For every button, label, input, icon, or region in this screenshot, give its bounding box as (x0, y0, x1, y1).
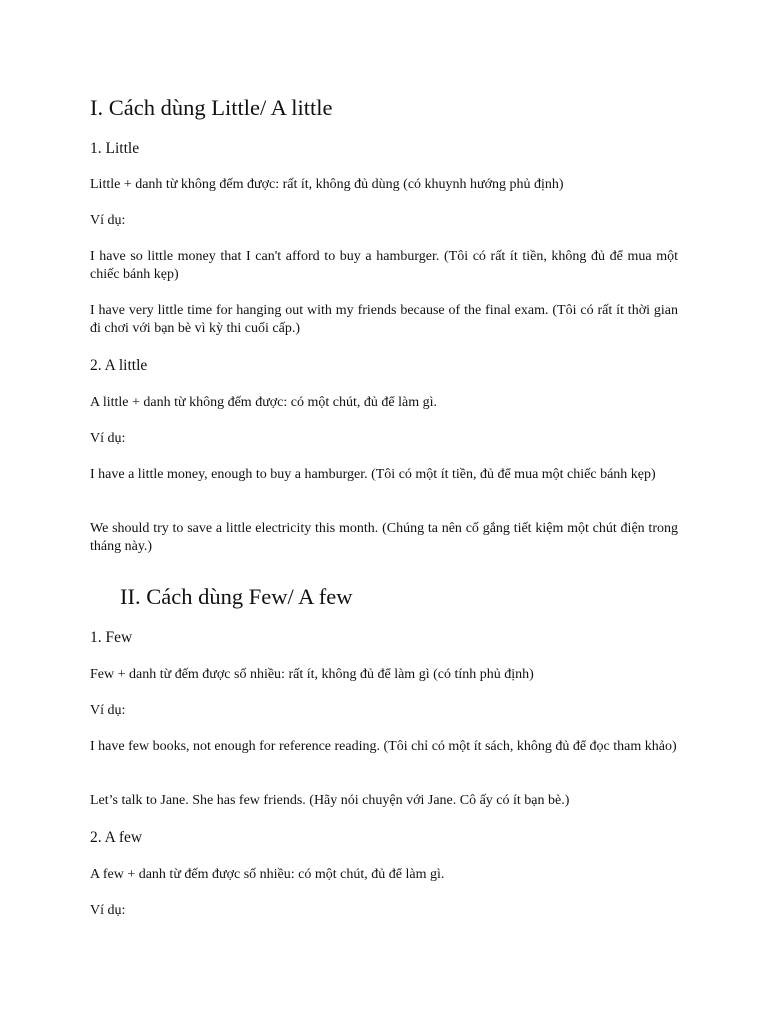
section1-sub1-example-1: I have so little money that I can't afford to buy a hamburger. (Tôi có rất ít tiền, không đủ để mua một chiếc bánh kẹp) (90, 249, 678, 282)
section2-sub1-example-1: I have few books, not enough for reference reading. (Tôi chỉ có một ít sách, không đủ để đọc tham khảo) (90, 739, 677, 754)
section1-sub2-rule: A little + danh từ không đếm được: có một chút, đủ để làm gì. (90, 395, 437, 410)
section2-sub2-rule: A few + danh từ đếm được số nhiều: có một chút, đủ để làm gì. (90, 867, 445, 882)
section2-sub1-rule: Few + danh từ đếm được số nhiều: rất ít, không đủ để làm gì (có tính phủ định) (90, 667, 534, 682)
section1-title: I. Cách dùng Little/ A little (90, 95, 333, 120)
section2-sub1-heading: 1. Few (90, 629, 133, 646)
section2-sub2-example-label: Ví dụ: (90, 903, 126, 918)
section1-sub1-heading: 1. Little (90, 140, 140, 157)
section1-sub1-example-2: I have very little time for hanging out with my friends because of the final exam. (Tôi có rất ít thời gian đi chơi với bạn bè vì kỳ thi cuối cấp.) (90, 303, 678, 336)
section1-sub2-heading: 2. A little (90, 357, 148, 374)
section2-title: II. Cách dùng Few/ A few (120, 584, 353, 609)
section1-sub2-example-1: I have a little money, enough to buy a hamburger. (Tôi có một ít tiền, đủ để mua một chiếc bánh kẹp) (90, 467, 656, 482)
section2-sub1-example-label: Ví dụ: (90, 703, 126, 718)
section2-sub1-example-2: Let’s talk to Jane. She has few friends. (Hãy nói chuyện với Jane. Cô ấy có ít bạn bè.) (90, 793, 570, 808)
section2-sub2-heading: 2. A few (90, 829, 143, 846)
section1-sub1-rule: Little + danh từ không đếm được: rất ít, không đủ dùng (có khuynh hướng phủ định) (90, 177, 564, 192)
section1-sub1-example-label: Ví dụ: (90, 213, 126, 228)
section1-sub2-example-2: We should try to save a little electricity this month. (Chúng ta nên cố gắng tiết kiệm một chút điện trong tháng này.) (90, 521, 678, 554)
section1-sub2-example-label: Ví dụ: (90, 431, 126, 446)
